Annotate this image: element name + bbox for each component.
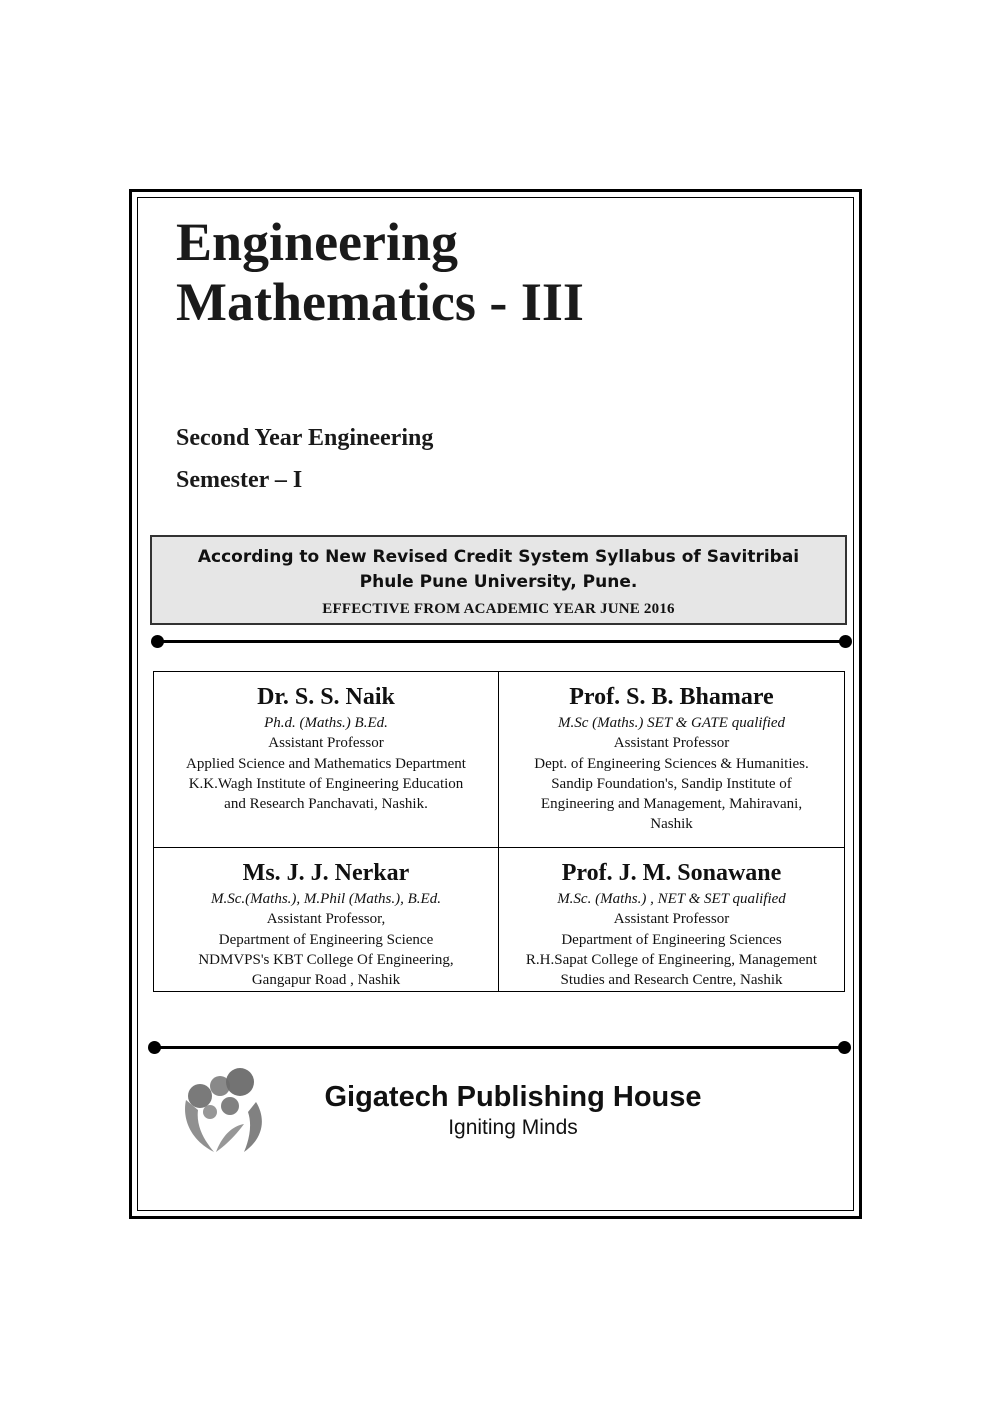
- author-detail: Gangapur Road , Nashik: [251, 972, 401, 989]
- author-detail: R.H.Sapat College of Engineering, Management: [525, 951, 818, 968]
- publisher-tagline: Igniting Minds: [448, 1116, 578, 1139]
- divider-top: [157, 640, 846, 643]
- author-name: Prof. S. B. Bhamare: [569, 684, 774, 710]
- author-detail: Assistant Professor,: [266, 911, 386, 928]
- author-detail: Engineering and Management, Mahiravani,: [540, 796, 803, 813]
- author-qualification: M.Sc. (Maths.) , NET & SET qualified: [557, 891, 786, 907]
- author-qualification: M.Sc.(Maths.), M.Phil (Maths.), B.Ed.: [211, 891, 441, 907]
- author-detail: Department of Engineering Science: [218, 931, 434, 948]
- people-circle-logo-icon: [180, 1066, 268, 1154]
- author-name: Dr. S. S. Naik: [257, 684, 395, 710]
- title-line-2: Mathematics - III: [176, 272, 584, 332]
- effective-year: EFFECTIVE FROM ACADEMIC YEAR JUNE 2016: [322, 601, 675, 617]
- author-detail: NDMVPS's KBT College Of Engineering,: [198, 951, 454, 968]
- author-cell: [154, 672, 499, 848]
- author-detail: Assistant Professor: [613, 911, 730, 928]
- author-detail: Department of Engineering Sciences: [561, 931, 782, 948]
- syllabus-box: [150, 535, 847, 625]
- author-detail: Studies and Research Centre, Nashik: [560, 972, 783, 989]
- publisher-block: [318, 1080, 708, 1141]
- author-name: Ms. J. J. Nerkar: [242, 860, 410, 886]
- author-detail: Sandip Foundation's, Sandip Institute of: [551, 775, 792, 792]
- author-detail: Applied Science and Mathematics Department: [186, 755, 466, 772]
- author-detail: Nashik: [650, 816, 693, 833]
- authors-table: [153, 671, 845, 992]
- book-title: [176, 212, 584, 332]
- author-name: Prof. J. M. Sonawane: [561, 860, 782, 886]
- author-cell: [499, 672, 844, 848]
- divider-bottom: [154, 1046, 845, 1049]
- author-qualification: M.Sc (Maths.) SET & GATE qualified: [557, 715, 786, 731]
- syllabus-line-2: Phule Pune University, Pune.: [359, 572, 638, 592]
- syllabus-text: [152, 545, 845, 595]
- author-detail: Dept. of Engineering Sciences & Humanities.: [534, 755, 809, 772]
- semester-label: Semester – I: [176, 467, 303, 493]
- author-cell: [499, 848, 844, 991]
- author-detail: Assistant Professor: [268, 735, 384, 752]
- author-detail: K.K.Wagh Institute of Engineering Education: [188, 775, 464, 792]
- author-detail: Assistant Professor: [613, 735, 730, 752]
- author-detail: and Research Panchavati, Nashik.: [224, 796, 428, 813]
- syllabus-line-1: According to New Revised Credit System Syllabus of Savitribai: [197, 547, 800, 567]
- year-label: Second Year Engineering: [176, 425, 434, 451]
- publisher-name: Gigatech Publishing House: [324, 1081, 702, 1113]
- author-qualification: Ph.d. (Maths.) B.Ed.: [264, 715, 388, 731]
- author-cell: [154, 848, 499, 991]
- title-line-1: Engineering: [176, 212, 459, 272]
